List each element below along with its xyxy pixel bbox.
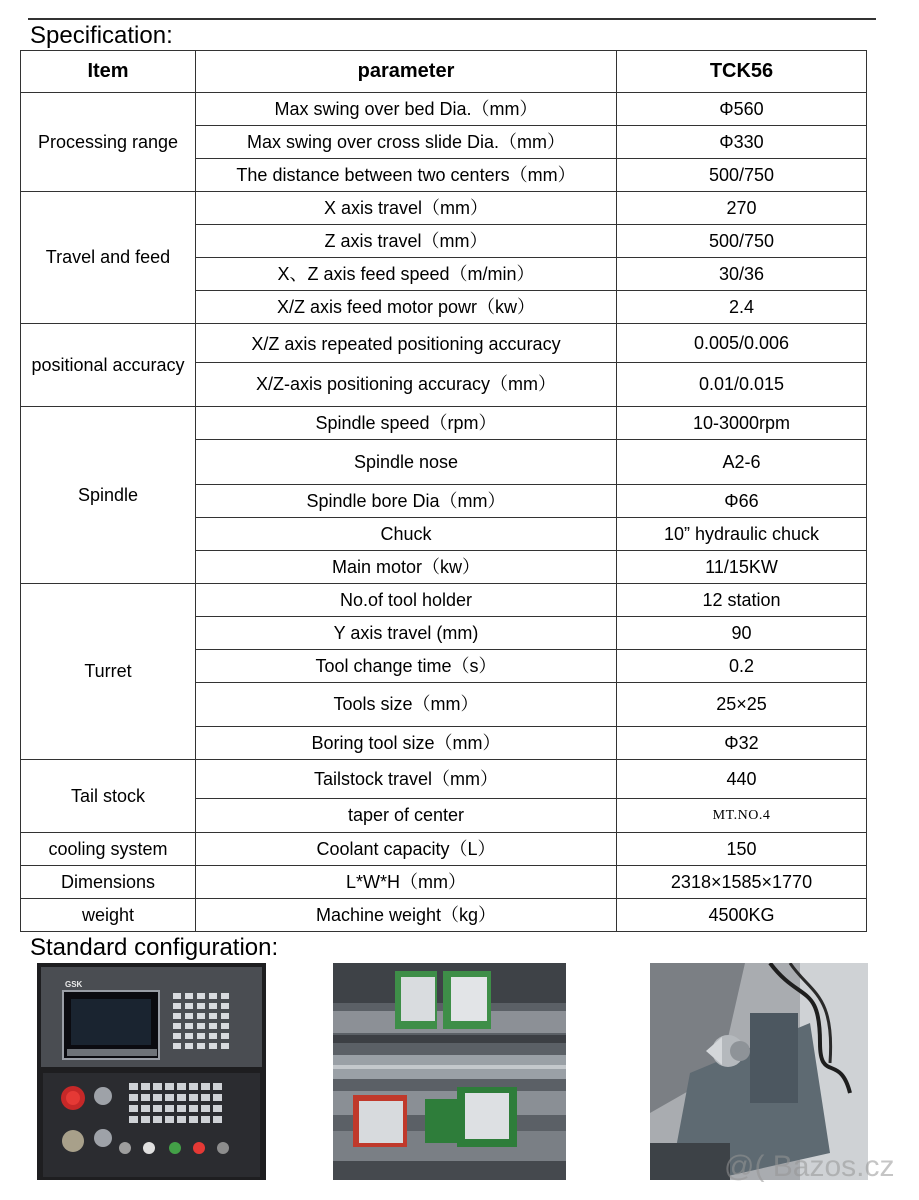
header-model: TCK56 [617, 51, 867, 93]
value-cell: A2-6 [617, 440, 867, 485]
top-divider [28, 18, 876, 20]
turret-tailstock-photo [650, 963, 868, 1180]
value-cell: Φ560 [617, 93, 867, 126]
param-cell: The distance between two centers（mm） [196, 159, 617, 192]
param-cell: Spindle nose [196, 440, 617, 485]
value-cell: 10” hydraulic chuck [617, 518, 867, 551]
cnc-control-panel-photo [37, 963, 266, 1180]
group-weight: weight [21, 899, 196, 932]
param-cell: X/Z axis feed motor powr（kw） [196, 291, 617, 324]
param-cell: Machine weight（kg） [196, 899, 617, 932]
value-cell: 2318×1585×1770 [617, 866, 867, 899]
table-row [21, 93, 867, 126]
value-cell: 11/15KW [617, 551, 867, 584]
value-cell: 150 [617, 833, 867, 866]
value-cell: Φ32 [617, 727, 867, 760]
value-cell: 4500KG [617, 899, 867, 932]
param-cell: Tool change time（s） [196, 650, 617, 683]
cnc-brand-label: GSK [65, 980, 83, 989]
param-cell: taper of center [196, 799, 617, 833]
param-cell: Spindle speed（rpm） [196, 407, 617, 440]
value-cell: 0.005/0.006 [617, 324, 867, 363]
group-processing-range: Processing range [21, 93, 196, 192]
table-header-row [21, 51, 867, 93]
value-cell: 500/750 [617, 225, 867, 258]
param-cell: X/Z axis repeated positioning accuracy [196, 324, 617, 363]
table-row [21, 192, 867, 225]
watermark: @( Bazos.cz [724, 1150, 895, 1183]
table-row [21, 866, 867, 899]
group-cooling-system: cooling system [21, 833, 196, 866]
value-cell: 440 [617, 760, 867, 799]
group-spindle: Spindle [21, 407, 196, 584]
turret-image [650, 963, 868, 1180]
group-turret: Turret [21, 584, 196, 760]
table-row [21, 584, 867, 617]
param-cell: X/Z-axis positioning accuracy（mm） [196, 363, 617, 407]
param-cell: X axis travel（mm） [196, 192, 617, 225]
value-cell: 0.2 [617, 650, 867, 683]
value-cell: 25×25 [617, 683, 867, 727]
value-cell: 30/36 [617, 258, 867, 291]
param-cell: Main motor（kw） [196, 551, 617, 584]
table-row [21, 899, 867, 932]
value-cell: 500/750 [617, 159, 867, 192]
group-tail-stock: Tail stock [21, 760, 196, 833]
cnc-panel-image [37, 963, 266, 1180]
param-cell: Chuck [196, 518, 617, 551]
value-cell: 12 station [617, 584, 867, 617]
param-cell: X、Z axis feed speed（m/min） [196, 258, 617, 291]
linear-guide-rail-photo [333, 963, 566, 1180]
group-dimensions: Dimensions [21, 866, 196, 899]
value-cell: MT.NO.4 [617, 799, 867, 833]
table-row [21, 833, 867, 866]
group-travel-and-feed: Travel and feed [21, 192, 196, 324]
param-cell: Spindle bore Dia（mm） [196, 485, 617, 518]
param-cell: Z axis travel（mm） [196, 225, 617, 258]
param-cell: Max swing over bed Dia.（mm） [196, 93, 617, 126]
header-parameter: parameter [196, 51, 617, 93]
table-row [21, 760, 867, 799]
header-item: Item [21, 51, 196, 93]
value-cell: 270 [617, 192, 867, 225]
specification-table [20, 50, 867, 932]
table-row [21, 407, 867, 440]
param-cell: Y axis travel (mm) [196, 617, 617, 650]
param-cell: Tools size（mm） [196, 683, 617, 727]
param-cell: Coolant capacity（L） [196, 833, 617, 866]
value-cell: 2.4 [617, 291, 867, 324]
value-cell: Φ330 [617, 126, 867, 159]
value-cell: Φ66 [617, 485, 867, 518]
param-cell: Max swing over cross slide Dia.（mm） [196, 126, 617, 159]
value-cell: 90 [617, 617, 867, 650]
param-cell: Boring tool size（mm） [196, 727, 617, 760]
param-cell: Tailstock travel（mm） [196, 760, 617, 799]
value-cell: 0.01/0.015 [617, 363, 867, 407]
group-positional-accuracy: positional accuracy [21, 324, 196, 407]
param-cell: L*W*H（mm） [196, 866, 617, 899]
table-row [21, 324, 867, 363]
value-cell: 10-3000rpm [617, 407, 867, 440]
rail-image [333, 963, 566, 1180]
standard-configuration-heading: Standard configuration: [30, 934, 279, 961]
specification-heading: Specification: [30, 22, 173, 49]
param-cell: No.of tool holder [196, 584, 617, 617]
